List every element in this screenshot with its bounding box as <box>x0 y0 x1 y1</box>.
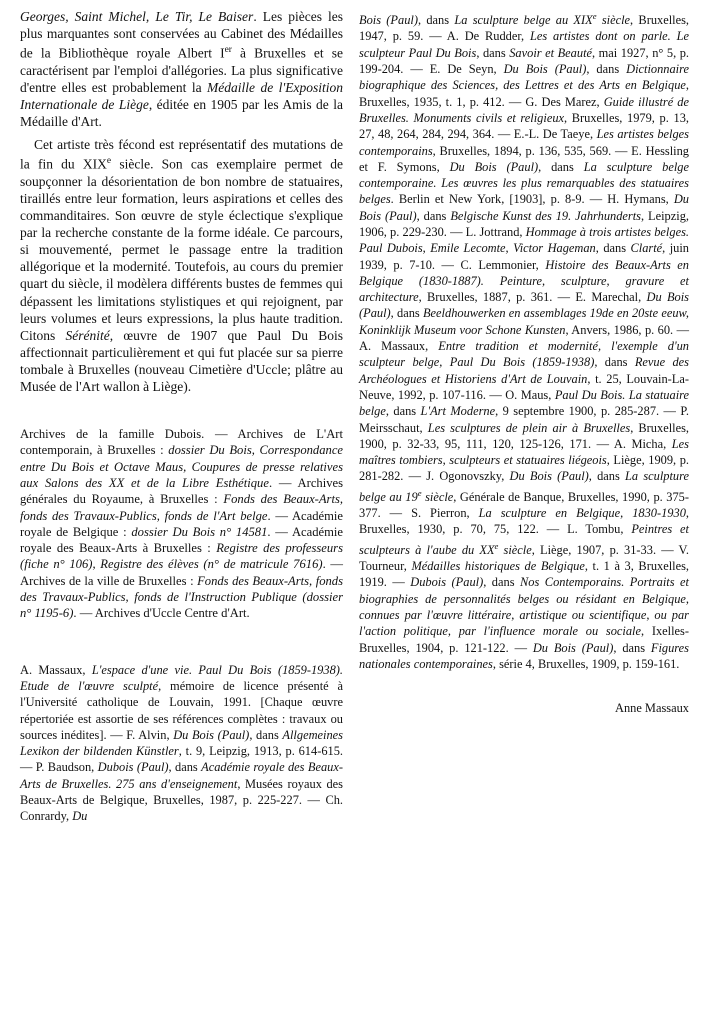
text-segment: , Bruxelles, 1935, t. 1, p. 412. — G. Des Marez, <box>359 78 689 109</box>
text-segment: L'Art Moderne <box>420 404 496 419</box>
text-segment: . — Archives d'Uccle Centre d'Art. <box>73 606 250 621</box>
text-segment: , dans <box>594 355 635 370</box>
text-segment: Bois (Paul) <box>359 13 418 28</box>
text-segment: siècle. Son cas exemplaire permet de soupçonner la désorientation de bon nombre de statuaires, tiraillés entre leur formation, leurs aspirations et celles des commanditaires. Son œuvre de style éclectique s'explique par la recherche constante de la forme idéale. Ce parcours, si mouvementé, permet le passage entre la tradition allégorique et la modernité. Toutefois, au cours du premier quart du siècle, il modèlera différents bustes de femmes qui dépassent les limitations stylistiques et qui rejoignent, par leurs volumes et leurs expressions, la plus haute tradition. Citons <box>20 156 343 343</box>
text-segment: , Anvers, 1986, p. 60. — A. Massaux, <box>359 322 689 354</box>
text-segment: , Bruxelles, 1979, p. 13, 27, 48, 264, 284, 294, 364. — E.-L. De Taeye, <box>359 110 689 142</box>
text-segment: Dubois (Paul) <box>410 575 484 590</box>
text-segment: Du Bois (Paul) <box>509 469 589 484</box>
text-segment: e <box>106 156 112 167</box>
text-segment: Peintres et sculpteurs à l'aube du XX <box>359 522 689 557</box>
text-segment: , dans <box>416 208 451 223</box>
text-segment: . — Archives générales du Royaume, à Bruxelles : <box>20 475 344 507</box>
text-segment: Hommage à trois artistes belges. Paul Dubois, Emile Lecomte, Victor Hageman <box>359 224 689 256</box>
text-segment: Dubois (Paul) <box>97 760 169 775</box>
text-segment: Académie royale des Beaux-Arts de Bruxelles. 275 ans d'enseignement <box>20 760 343 791</box>
left-column <box>20 8 343 825</box>
text-segment: Du Bois (Paul) <box>359 192 689 223</box>
text-segment: . Les pièces les plus marquantes sont conservées au Cabinet des Médailles de la Bibliothèque royale Albert I <box>20 9 343 61</box>
text-segment: Les artistes belges contemporains <box>359 127 689 158</box>
text-segment: er <box>224 45 232 56</box>
text-segment: , mai 1927, n° 5, p. 199-204. — E. De Seyn, <box>359 45 690 77</box>
text-segment: , dans <box>483 575 521 590</box>
text-segment: Figures nationales contemporaines <box>359 640 689 671</box>
text-segment: Savoir et Beauté <box>509 45 593 60</box>
text-segment: Allgemeines Lexikon der bildenden Künstler <box>20 727 343 759</box>
text-segment: Du Bois (Paul) <box>503 62 587 77</box>
text-segment: Belgische Kunst des 19. Jahrhunderts <box>450 208 642 223</box>
text-segment: , Liège, 1907, p. 31-33. — V. Tourneur, <box>359 542 689 574</box>
text-segment: Du Bois (Paul) <box>359 290 689 321</box>
text-segment: , œuvre de 1907 que Paul Du Bois affectionnait particulièrement et qui fut placée sur sa pierre tombale à Bruxelles (nouveau Cimetière d'Uccle; plâtre au Musée de l'Art wallon à Liège). <box>20 327 343 394</box>
text-segment: siècle <box>498 542 532 557</box>
text-segment: , dans <box>595 241 631 256</box>
text-segment: , dans <box>417 13 455 28</box>
text-segment: e <box>592 11 597 21</box>
text-segment: , Liège, 1909, p. 281-282. — J. Ogonovszky, <box>359 453 689 484</box>
text-segment: , t. 25, Louvain-La-Neuve, 1992, p. 107-116. — O. Maus, <box>359 371 689 402</box>
text-segment: Du Bois (Paul) <box>173 727 250 742</box>
text-segment: Médailles historiques de Belgique <box>411 559 585 574</box>
text-segment: Guide illustré de Bruxelles. Monuments civils et religieux <box>359 94 690 125</box>
text-segment: . — Archives de la ville de Bruxelles : <box>20 557 343 588</box>
text-segment: siècle <box>421 489 454 504</box>
text-segment: , dans <box>168 760 202 775</box>
text-segment: Georges, Saint Michel, Le Tir, Le Baiser <box>20 9 254 24</box>
text-segment: Les maîtres tombiers, sculpteurs et statuaires liégeois <box>359 436 689 468</box>
text-segment: Archives de la famille Dubois. — Archives de L'Art contemporain, à Bruxelles : <box>20 427 343 458</box>
text-segment: Du Bois (Paul) <box>532 640 614 655</box>
archives-sources <box>20 426 343 622</box>
text-segment: e <box>494 540 499 551</box>
text-segment: dossier Du Bois, Correspondance entre Du Bois et Octave Maus, Coupures de presse relatives aux Salons des XX et de la Libre Esthétique <box>20 443 343 490</box>
text-segment: , Ixelles-Bruxelles, 1904, p. 121-122. — <box>359 624 689 655</box>
text-segment: La sculpture belge au 19 <box>359 469 689 504</box>
text-segment: . — Académie royale de Belgique : <box>20 508 343 539</box>
text-segment: . — Académie royale des Beaux-Arts à Bruxelles : <box>20 524 344 556</box>
bibliography-right <box>359 8 689 672</box>
text-segment: , Bruxelles, 1900, p. 32-33, 95, 111, 120, 125-126, 171. — A. Micha, <box>359 420 689 451</box>
text-segment: A. Massaux, <box>20 662 92 677</box>
text-segment: à Bruxelles et se caractérisent par l'emploi d'allégories. La plus significative d'entre elles est probablement la <box>20 45 343 95</box>
text-segment: , Bruxelles, 1894, p. 136, 535, 569. — E. Hessling et F. Symons, <box>359 143 689 174</box>
text-segment: Histoire des Beaux-Arts en Belgique (1830-1887). Peinture, sculpture, gravure et architecture <box>359 257 689 305</box>
text-segment: Beeldhouwerken en assemblages 19de en 20ste eeuw, Koninklijk Museum voor Schone Kunsten <box>359 306 689 337</box>
text-segment: Clarté <box>630 241 663 256</box>
artist-paragraph <box>20 136 343 395</box>
text-segment: , Bruxelles, 1887, p. 361. — E. Marechal, <box>418 290 647 305</box>
author-signature: Anne Massaux <box>615 701 689 716</box>
text-segment: , t. 9, Leipzig, 1913, p. 614-615. — P. Baudson, <box>20 744 344 775</box>
text-segment: , dans <box>588 469 626 484</box>
text-segment: , Musées royaux des Beaux-Arts de Belgique, Bruxelles, 1987, p. 225-227. — Ch. Conrardy, <box>20 776 344 824</box>
text-segment: e <box>417 487 422 498</box>
text-segment: Nos Contemporains. Portraits et biographies de personnalités belges ou résidant en Belgique, connues par l'œuvre littéraire, artistique ou scientifique, ou par l'action politique, par l'influence morale ou sociale <box>359 575 690 639</box>
text-segment: Revue des Archéologues et Historiens d'Art de Louvain <box>359 355 689 386</box>
text-segment: , dans <box>385 404 421 419</box>
text-segment: , dans <box>586 62 627 77</box>
text-segment: , juin 1939, p. 7-10. — C. Lemmonier, <box>359 241 689 272</box>
text-segment: Les sculptures de plein air à Bruxelles <box>427 420 631 435</box>
text-segment: dossier Du Bois n° 14581 <box>131 524 268 539</box>
intro-paragraph <box>20 8 343 130</box>
text-segment: , dans <box>538 159 584 174</box>
text-segment: Sérénité <box>65 327 110 343</box>
text-segment: Dictionnaire biographique des Sciences, des Lettres et des Arts en Belgique <box>359 62 689 93</box>
text-segment: , Bruxelles, 1947, p. 59. — A. De Rudder, <box>359 13 690 44</box>
text-segment: Du <box>72 809 88 824</box>
text-segment: , mémoire de licence présenté à l'Université catholique de Louvain, 1991. [Chaque œuvre répertoriée est assortie de ses références complètes : travaux ou sources inédites]. — F. Alvin, <box>20 678 343 742</box>
text-segment: L'espace d'une vie. Paul Du Bois (1859-1938). Etude de l'œuvre sculpté <box>20 662 343 693</box>
text-segment: La sculpture belge contemporaine. Les œuvres les plus remarquables des statuaires belges <box>359 159 689 207</box>
text-segment: Médaille de l'Exposition Internationale de Liège <box>20 79 343 112</box>
text-segment: , série 4, Bruxelles, 1909, p. 159-161. <box>492 656 680 671</box>
text-segment: , Leipzig, 1906, p. 229-230. — L. Jottrand, <box>359 208 689 239</box>
text-segment: Du Bois (Paul) <box>449 159 539 174</box>
text-segment: Fonds des Beaux-Arts, fonds des Travaux-Publics, fonds de l'Instruction Publique (dossier n° 1195-6) <box>20 573 344 621</box>
text-segment: Registre des professeurs (fiche n° 106), Registre des élèves (n° de matricule 7616) <box>20 541 343 572</box>
bibliography-left <box>20 662 343 825</box>
text-segment: , éditée en 1905 par les Amis de la Médaille d'Art. <box>20 96 343 130</box>
text-segment: , t. 1 à 3, Bruxelles, 1919. — <box>359 559 690 590</box>
text-segment: La sculpture belge au XIX <box>454 13 593 28</box>
text-segment: , dans <box>613 640 651 655</box>
text-segment: Cet artiste très fécond est représentatif des mutations de la fin du XIX <box>20 137 343 172</box>
text-segment: Entre tradition et modernité, l'exemple d'un sculpteur belge, Paul Du Bois (1859-1938) <box>359 339 690 370</box>
text-segment: . Berlin et New York, [1903], p. 8-9. — H. Hymans, <box>390 192 674 207</box>
text-segment: , dans <box>390 306 423 321</box>
text-segment: , dans <box>249 727 283 742</box>
text-segment: , Bruxelles, 1930, p. 70, 75, 122. — L. Tombu, <box>359 506 690 537</box>
right-column <box>359 8 689 716</box>
text-segment: Les artistes dont on parle. Le sculpteur Paul Du Bois <box>359 29 689 60</box>
text-segment: Fonds des Beaux-Arts, fonds des Travaux-Publics, fonds de l'Art belge <box>20 492 343 523</box>
text-segment: siècle <box>596 13 631 28</box>
text-segment: La sculpture en Belgique, 1830-1930 <box>478 506 686 521</box>
text-segment: , dans <box>476 45 510 60</box>
text-segment: Paul Du Bois. La statuaire belge <box>359 387 689 419</box>
text-segment: , Générale de Banque, Bruxelles, 1990, p. 375-377. — S. Pierron, <box>359 489 689 521</box>
text-segment: , 9 septembre 1900, p. 285-287. — P. Meirsschaut, <box>359 404 690 435</box>
